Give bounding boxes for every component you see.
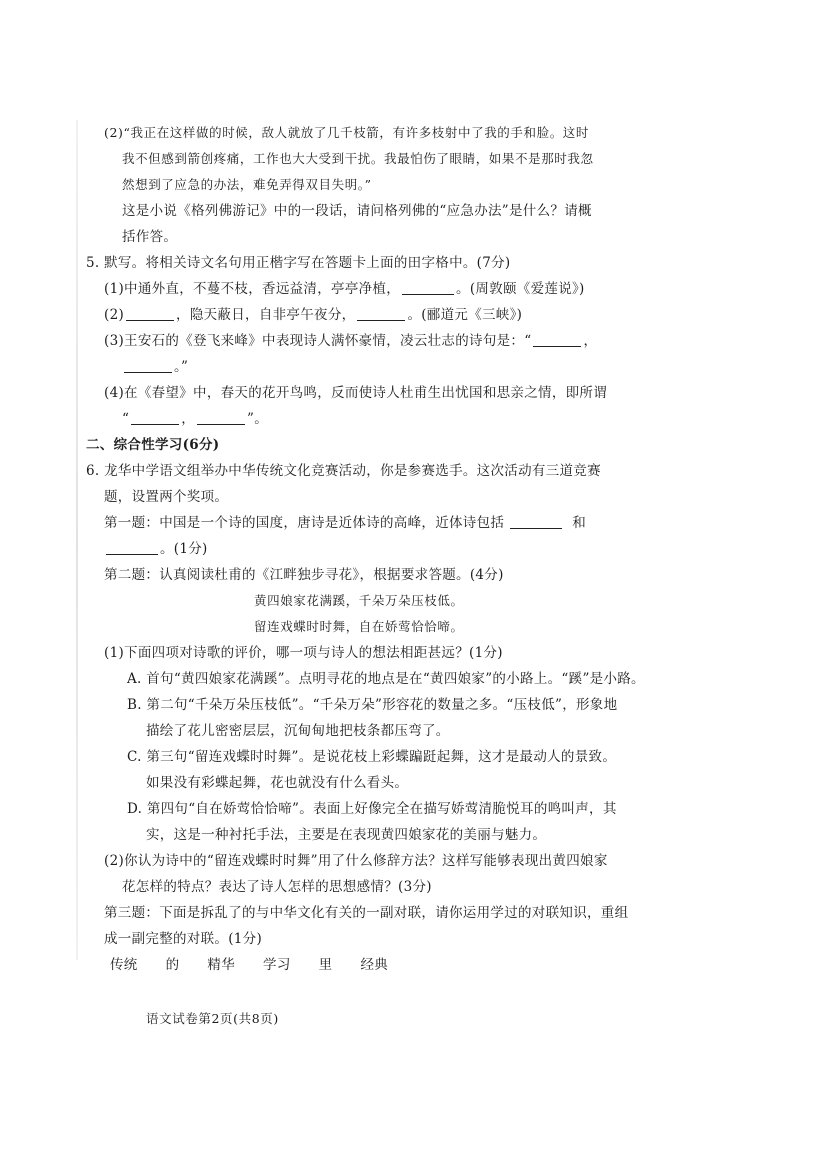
q5-item4-mid: ，: [181, 411, 196, 427]
q5-item4-open: “: [122, 411, 130, 427]
option-c-line1: C. 第三句“留连戏蝶时时舞”。是说花枝上彩蝶蹁跹起舞，这才是最动人的景致。: [127, 749, 617, 765]
q5-title: 5. 默写。将相关诗文名句用正楷字写在答题卡上面的田字格中。(7分): [86, 255, 511, 271]
q6-third-line2: 成一副完整的对联。(1分): [104, 931, 263, 947]
q4-2-line2: 我不但感到箭创疼痛，工作也大大受到干扰。我最怕伤了眼睛，如果不是那时我忽: [122, 151, 594, 166]
q6-sub2-line1: (2)你认为诗中的“留连戏蝶时时舞”用了什么修辞方法？这样写能够表现出黄四娘家: [104, 853, 608, 869]
option-b-line2: 描绘了花儿密密层层，沉甸甸地把枝条都压弯了。: [146, 723, 450, 739]
answer-blank[interactable]: [106, 540, 158, 555]
option-d-line1: D. 第四句“自在娇莺恰恰啼”。表面上好像完全在描写娇莺清脆悦耳的鸣叫声，其: [127, 801, 617, 817]
q6-third-line1: 第三题：下面是拆乱了的与中华文化有关的一副对联，请你运用学过的对联知识，重组: [104, 905, 629, 921]
answer-blank[interactable]: [124, 358, 172, 373]
couplet-word: 精华: [207, 957, 236, 973]
q4-2-line5: 括作答。: [122, 229, 178, 245]
couplet-word: 学习: [263, 957, 291, 973]
answer-blank[interactable]: [357, 306, 405, 321]
q4-2-line1: (2)“我正在这样做的时候，敌人就放了几千枝箭，有许多枝射中了我的手和脸。这时: [104, 125, 589, 140]
q6-first-text: 第一题：中国是一个诗的国度，唐诗是近体诗的高峰，近体诗包括: [104, 515, 505, 531]
page-edge-shadow: [76, 120, 78, 960]
answer-blank[interactable]: [131, 410, 179, 425]
answer-blank[interactable]: [197, 410, 245, 425]
poem-line-2: 留连戏蝶时时舞，自在娇莺恰恰啼。: [254, 619, 464, 634]
page-footer: 语文试卷第2页(共8页): [146, 1011, 279, 1026]
q4-2-line3: 然想到了应急的办法，难免弄得双目失明。”: [122, 177, 372, 192]
q5-item4-close: ”。: [247, 411, 269, 427]
q6-line2: 题，设置两个奖项。: [104, 489, 229, 505]
couplet-words: [110, 956, 416, 974]
q6-sub2-line2: 花怎样的特点？表达了诗人怎样的思想感情？(3分): [122, 879, 432, 895]
q5-item2-post: 。(郦道元《三峡》): [407, 307, 523, 323]
q5-item2-pre: (2): [104, 307, 125, 323]
q5-item1-pre: (1)中通外直，不蔓不枝，香远益清，亭亭净植，: [104, 281, 401, 297]
answer-blank[interactable]: [533, 332, 581, 347]
q6-first-line2: [104, 540, 208, 558]
q6-line1: 6. 龙华中学语文组举办中华传统文化竞赛活动，你是参赛选手。这次活动有三道竞赛: [86, 463, 601, 479]
q6-first-and: 和: [572, 515, 587, 531]
couplet-word: 经典: [360, 957, 389, 973]
q6-first-line1: [104, 514, 586, 532]
q5-item3-end: 。”: [174, 359, 189, 375]
q5-item3-line2: [122, 358, 188, 376]
q5-item3-line1: [104, 332, 597, 350]
q5-item2-mid: ，隐天蔽日，自非亭午夜分，: [176, 307, 356, 323]
q5-item2: [104, 306, 522, 324]
q5-item1: [104, 280, 585, 298]
couplet-word: 里: [318, 957, 333, 973]
q6-first-end: 。(1分): [160, 541, 208, 557]
option-c-line2: 如果没有彩蝶起舞，花也就没有什么看头。: [146, 775, 409, 791]
q4-2-line4: 这是小说《格列佛游记》中的一段话，请问格列佛的“应急办法”是什么？请概: [122, 203, 592, 219]
answer-blank[interactable]: [510, 514, 562, 529]
couplet-word: 的: [165, 957, 180, 973]
q5-item3-comma: ，: [583, 333, 598, 349]
couplet-word: 传统: [110, 957, 138, 973]
q5-item4-line2: [122, 410, 268, 428]
answer-blank[interactable]: [402, 280, 454, 295]
q6-sub1: (1)下面四项对诗歌的评价，哪一项与诗人的想法相距甚远？(1分): [104, 645, 503, 661]
option-a: A. 首句“黄四娘家花满蹊”。点明寻花的地点是在“黄四娘家”的小路上。“蹊”是小路。: [127, 671, 645, 687]
option-d-line2: 实，这是一种衬托手法，主要是在表现黄四娘家花的美丽与魅力。: [146, 827, 547, 843]
answer-blank[interactable]: [126, 306, 174, 321]
poem-line-1: 黄四娘家花满蹊，千朵万朵压枝低。: [254, 593, 464, 608]
q5-item1-post: 。(周敦颐《爱莲说》): [456, 281, 585, 297]
q6-second-intro: 第二题：认真阅读杜甫的《江畔独步寻花》，根据要求答题。(4分): [104, 567, 504, 583]
q5-item3-text: (3)王安石的《登飞来峰》中表现诗人满怀豪情，凌云壮志的诗句是：“: [104, 333, 532, 349]
q5-item4-line1: (4)在《春望》中，春天的花开鸟鸣，反而使诗人杜甫生出忧国和思亲之情，即所谓: [104, 385, 608, 401]
section-2-title: 二、综合性学习(6分): [86, 437, 220, 453]
option-b-line1: B. 第二句“千朵万朵压枝低”。“千朵万朵”形容花的数量之多。“压枝低”，形象地: [127, 697, 618, 713]
